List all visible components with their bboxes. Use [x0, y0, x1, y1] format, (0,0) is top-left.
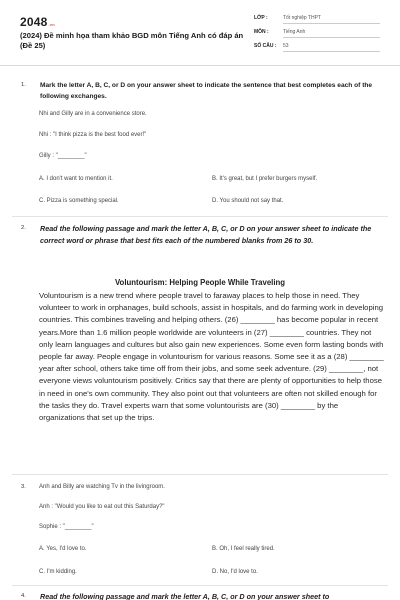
passage-title: Voluntourism: Helping People While Traveling [114, 278, 286, 287]
answer-option-b[interactable]: B. Oh, I feel really tired. [212, 546, 275, 552]
question-number: 4. [21, 593, 26, 599]
question-number: 2. [21, 225, 26, 231]
question-divider [12, 216, 388, 217]
answer-option-c[interactable]: C. I'm kidding. [39, 569, 77, 575]
question-instruction: Read the following passage and mark the letter A, B, C, or D on your answer sheet to [40, 592, 330, 600]
question-instruction: Mark the letter A, B, C, or D on your answer sheet to indicate the sentence that best completes each of the following exchanges. [40, 82, 373, 100]
passage-body: Voluntourism is a new trend where people travel to faraway places to help those in need. They volunteer to work in orphanages, build schools, assist in hospitals, and do farming work in developing countries. This combines traveling and helping others. (26) ________ has become popular in recent years.More than 1.6 million people worldwide are volunteers in (27) ________ countries. They not only learn languages and cultures but also gain new experiences. Some even form lasting bonds with people far away. People engage in voluntourism for various reasons. Some see it as a (28) ________ year after school, others take time off from their jobs, and some seek adventure. (29) ________, not everyone views voluntourism positively. Critics say that there are plenty of opportunities to help those in need in one's own community. They also point out that volunteers are often not skilled enough for the tasks they do. Travel experts warn that some voluntourists are (30) ________ by the organizations that set up the trips. [39, 291, 384, 423]
answer-option-d[interactable]: D. No, I'd love to. [212, 569, 258, 575]
meta-value: Tốt nghiệp THPT [283, 15, 380, 24]
question-context: Nhi and Gilly are in a convenience store. [39, 111, 147, 117]
meta-key: SỐ CÂU : [254, 43, 277, 49]
answer-option-a[interactable]: A. Yes, I'd love to. [39, 546, 87, 552]
question-divider [12, 474, 388, 475]
meta-row-subject [254, 27, 380, 38]
answer-option-c[interactable]: C. Pizza is something special. [39, 198, 119, 204]
answer-option-b[interactable]: B. It's great, but I prefer burgers myself. [212, 176, 318, 182]
document-title: (2024) Đề minh họa tham khảo BGD môn Tiếng Anh có đáp án (Đề 25) [20, 31, 244, 50]
question-context: Anh and Billy are watching Tv in the livingroom. [39, 484, 165, 490]
dialogue-line: Gilly : "________" [39, 153, 87, 159]
document-header [0, 0, 400, 66]
site-logo[interactable] [20, 15, 55, 29]
dialogue-line: Nhi : "I think pizza is the best food ever!" [39, 132, 147, 138]
meta-row-question-count [254, 41, 380, 52]
question-number: 3. [21, 484, 26, 490]
question-instruction: Read the following passage and mark the letter A, B, C, or D on your answer sheet to indicate the correct word or phrase that best fits each of the numbered blanks from 26 to 30. [40, 224, 372, 245]
meta-value: 53 [283, 43, 380, 52]
dialogue-line: Anh : "Would you like to eat out this Saturday?" [39, 504, 165, 510]
question-divider [12, 585, 388, 586]
meta-row-grade [254, 13, 380, 24]
meta-value: Tiếng Anh [283, 29, 380, 38]
answer-option-a[interactable]: A. I don't want to mention it. [39, 176, 113, 182]
dialogue-line: Sophie : "________" [39, 524, 94, 530]
answer-option-d[interactable]: D. You should not say that. [212, 198, 284, 204]
logo-main-text: 2048 [20, 15, 48, 29]
question-number: 1. [21, 82, 26, 88]
logo-sub-text: .vn [48, 22, 55, 27]
meta-key: MÔN : [254, 29, 269, 35]
meta-key: LỚP : [254, 15, 268, 21]
